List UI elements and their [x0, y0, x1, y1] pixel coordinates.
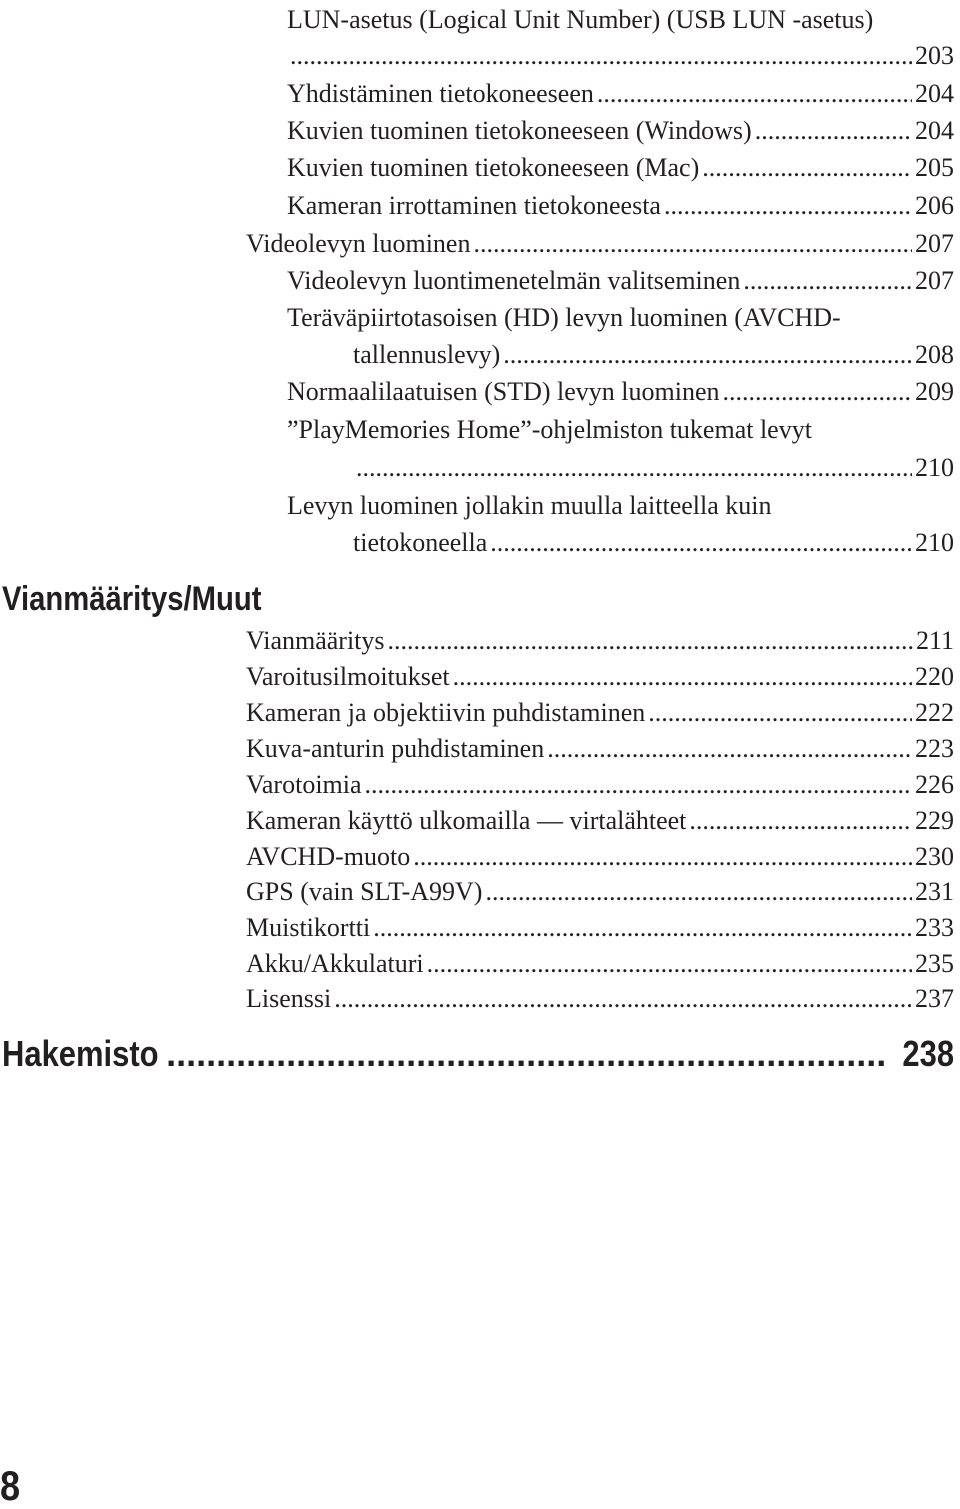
dot-leader: [723, 374, 912, 410]
toc-entry-text: Videolevyn luominen: [246, 229, 471, 258]
toc-entry[interactable]: [246, 767, 954, 803]
toc-entry-other-device-page[interactable]: [353, 525, 954, 561]
dot-leader: [413, 839, 912, 875]
toc-entry[interactable]: [246, 226, 954, 262]
toc-page-number: 207: [915, 266, 954, 295]
toc-entry-lun-setting-page[interactable]: [287, 38, 954, 74]
toc-entry[interactable]: [287, 374, 954, 410]
toc-entry-text: AVCHD-muoto: [246, 842, 411, 871]
toc-entry-text: Kuvien tuominen tietokoneeseen (Mac): [287, 153, 700, 182]
toc-page-number: 208: [915, 340, 954, 369]
toc-entry-text: Kuva-anturin puhdistaminen: [246, 734, 545, 763]
toc-entry-text: Kuvien tuominen tietokoneeseen (Windows): [287, 116, 752, 145]
toc-page-number: 205: [915, 153, 954, 182]
toc-page-number: 211: [915, 626, 954, 655]
dot-leader: [365, 767, 912, 803]
dot-leader: [485, 874, 912, 910]
toc-entry-text: Lisenssi: [246, 984, 332, 1013]
toc-entry[interactable]: [287, 150, 954, 186]
dot-leader: [388, 623, 913, 659]
dot-leader: [597, 76, 912, 112]
dot-leader: [334, 981, 912, 1017]
toc-page-number: 235: [915, 949, 954, 978]
toc-entry[interactable]: [246, 803, 954, 839]
toc-entry[interactable]: [246, 874, 954, 910]
toc-entry[interactable]: [287, 113, 954, 149]
toc-page-number: 223: [915, 734, 954, 763]
toc-entry-playmemories[interactable]: ”PlayMemories Home”-ohjelmiston tukemat levyt: [287, 415, 812, 444]
section-heading[interactable]: Vianmääritys/Muut: [2, 580, 262, 618]
dot-leader: [290, 38, 912, 74]
toc-entry-text: Muistikortti: [246, 913, 371, 942]
toc-page-number: 210: [915, 528, 954, 557]
toc-entry-text: GPS (vain SLT-A99V): [246, 877, 483, 906]
toc-entry-text: Kameran irrottaminen tietokoneesta: [287, 191, 661, 220]
dot-leader: [373, 910, 912, 946]
toc-entry[interactable]: [246, 695, 954, 731]
toc-entry-text: Akku/Akkulaturi: [246, 949, 424, 978]
dot-leader: [490, 525, 912, 561]
toc-entry-text: Varoitusilmoitukset: [246, 662, 450, 691]
toc-entry-lun-setting[interactable]: LUN-asetus (Logical Unit Number) (USB LUN -asetus): [287, 5, 874, 34]
toc-entry[interactable]: [246, 623, 954, 659]
toc-page-number: 210: [915, 453, 954, 482]
dot-leader: [702, 150, 912, 186]
toc-page-number: 204: [915, 116, 954, 145]
toc-entry-text: Kameran ja objektiivin puhdistaminen: [246, 698, 646, 727]
toc-entry-text: Yhdistäminen tietokoneeseen: [287, 79, 594, 108]
toc-entry[interactable]: [246, 981, 954, 1017]
toc-entry-hd-disc[interactable]: Teräväpiirtotasoisen (HD) levyn luominen (AVCHD-: [287, 303, 841, 332]
toc-entry-hd-disc-page[interactable]: [353, 337, 954, 373]
toc-entry[interactable]: [287, 263, 954, 299]
toc-page-number: 230: [915, 842, 954, 871]
toc-entry-text: Vianmääritys: [246, 626, 385, 655]
toc-page-number: 207: [915, 229, 954, 258]
toc-entry[interactable]: [246, 839, 954, 875]
toc-page-number: 204: [915, 79, 954, 108]
toc-page-number: 238: [902, 1033, 954, 1074]
toc-entry-text: Videolevyn luontimenetelmän valitseminen: [287, 266, 741, 295]
toc-page-number: 203: [915, 41, 954, 70]
toc-entry-text: Kameran käyttö ulkomailla — virtalähteet: [246, 806, 687, 835]
toc-entry[interactable]: [287, 76, 954, 112]
dot-leader: [166, 1032, 886, 1076]
dot-leader: [648, 695, 912, 731]
dot-leader: [473, 226, 912, 262]
toc-entry-text: tietokoneella: [353, 528, 488, 557]
toc-entry[interactable]: [287, 188, 954, 224]
dot-leader: [503, 337, 912, 373]
toc-page-number: 233: [915, 913, 954, 942]
toc-page-number: 209: [915, 377, 954, 406]
toc-entry-index[interactable]: [2, 1032, 954, 1076]
toc-entry-text: Varotoimia: [246, 770, 362, 799]
dot-leader: [356, 450, 912, 486]
toc-entry-text: Normaalilaatuisen (STD) levyn luominen: [287, 377, 720, 406]
dot-leader: [755, 113, 912, 149]
page-number: 8: [0, 1462, 21, 1509]
toc-page-number: 222: [915, 698, 954, 727]
dot-leader: [664, 188, 912, 224]
toc-entry-text: tallennuslevy): [353, 340, 501, 369]
toc-page-number: 226: [915, 770, 954, 799]
toc-page-number: 220: [915, 662, 954, 691]
toc-entry-other-device[interactable]: Levyn luominen jollakin muulla laitteella kuin: [287, 491, 772, 520]
toc-entry[interactable]: [246, 910, 954, 946]
dot-leader: [689, 803, 912, 839]
dot-leader: [743, 263, 912, 299]
dot-leader: [427, 946, 912, 982]
toc-entry[interactable]: [246, 731, 954, 767]
toc-entry-playmemories-page[interactable]: [353, 450, 954, 486]
toc-page-number: 206: [915, 191, 954, 220]
dot-leader: [453, 659, 912, 695]
toc-page-number: 229: [915, 806, 954, 835]
toc-page-number: 231: [915, 877, 954, 906]
dot-leader: [547, 731, 912, 767]
toc-entry-text: Hakemisto: [2, 1033, 159, 1074]
toc-page-number: 237: [915, 984, 954, 1013]
toc-entry[interactable]: [246, 659, 954, 695]
toc-entry[interactable]: [246, 946, 954, 982]
